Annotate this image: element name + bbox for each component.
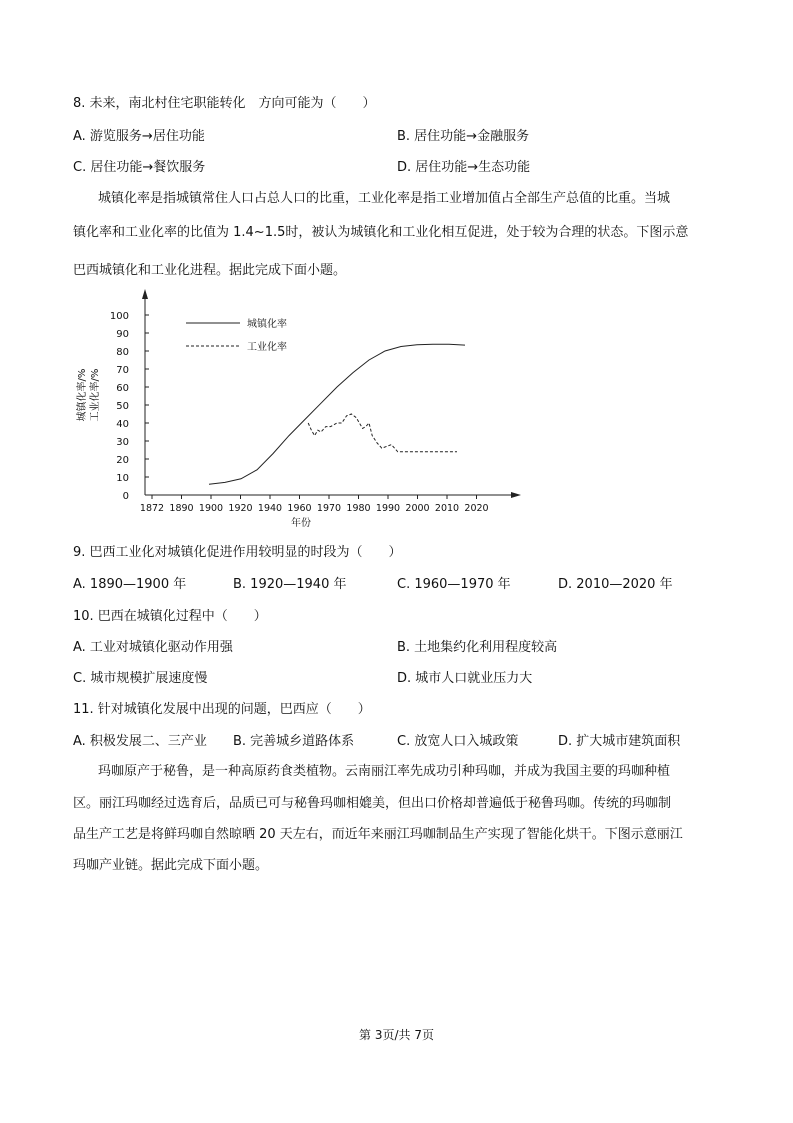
x-tick-label: 1900: [198, 503, 224, 514]
x-tick-label: 1872: [139, 503, 165, 514]
q10-option-c: C. 城市规模扩展速度慢: [73, 671, 208, 686]
passage1-line3: 巴西城镇化和工业化进程。据此完成下面小题。: [73, 263, 347, 278]
q11-option-a: A. 积极发展二、三产业: [73, 734, 207, 749]
y-tick-label: 50: [116, 401, 129, 412]
y-tick-label: 100: [109, 311, 129, 322]
x-tick-label: 1920: [228, 503, 253, 514]
passage1-line2: 镇化率和工业化率的比值为 1.4~1.5时，被认为城镇化和工业化相互促进，处于较为合理的状态。下图示意: [73, 225, 689, 240]
q10-option-a: A. 工业对城镇化驱动作用强: [73, 640, 233, 655]
q9-option-a: A. 1890—1900 年: [73, 577, 187, 592]
industrialization-rate-line: [308, 414, 457, 452]
passage2-line4: 玛咖产业链。据此完成下面小题。: [73, 858, 269, 873]
q11-option-b: B. 完善城乡道路体系: [233, 734, 355, 749]
legend-label-industrialization: 工业化率: [247, 342, 287, 353]
y-tick-label: 70: [116, 365, 129, 376]
x-axis-arrow: [511, 492, 521, 498]
y-tick-label: 60: [116, 383, 129, 394]
x-tick-label: 1960: [287, 503, 312, 514]
x-tick-label: 2010: [434, 503, 460, 514]
q8-option-c: C. 居住功能→餐饮服务: [73, 160, 206, 175]
urbanization-rate-line: [209, 344, 465, 484]
q9-stem: 9. 巴西工业化对城镇化促进作用较明显的时段为（ ）: [73, 545, 402, 560]
q10-stem: 10. 巴西在城镇化过程中（ ）: [73, 609, 267, 624]
q10-option-d: D. 城市人口就业压力大: [397, 671, 533, 686]
y-axis-arrow: [142, 289, 148, 299]
q10-option-b: B. 土地集约化利用程度较高: [397, 640, 558, 655]
y-tick-label: 0: [122, 491, 129, 502]
q9-option-b: B. 1920—1940 年: [233, 577, 347, 592]
page-footer: 第 3页/共 7页: [359, 1028, 434, 1042]
chart-axes: [142, 289, 521, 498]
q11-stem: 11. 针对城镇化发展中出现的问题，巴西应（ ）: [73, 702, 371, 717]
passage1-line1: 城镇化率是指城镇常住人口占总人口的比重，工业化率是指工业增加值占全部生产总值的比重。当城: [98, 191, 671, 206]
q8-stem: 8. 未来，南北村住宅职能转化 方向可能为（ ）: [73, 96, 376, 111]
x-tick-label: 2020: [464, 503, 489, 514]
passage2-line1: 玛咖原产于秘鲁，是一种高原药食类植物。云南丽江率先成功引种玛咖，并成为我国主要的玛咖种植: [98, 764, 671, 779]
y-tick-label: 40: [116, 419, 129, 430]
q11-option-d: D. 扩大城市建筑面积: [558, 734, 681, 749]
x-tick-label: 1980: [346, 503, 371, 514]
y-tick-label: 80: [116, 347, 129, 358]
y-tick-label: 90: [116, 329, 129, 340]
x-tick-label: 2000: [405, 503, 430, 514]
x-tick-label: 1990: [375, 503, 401, 514]
y-axis-label-line2: 工业化率/%: [90, 368, 101, 422]
x-tick-label: 1940: [257, 503, 283, 514]
passage2-line3: 品生产工艺是将鲜玛咖自然晾晒 20 天左右，而近年来丽江玛咖制品生产实现了智能化烘干。下图示意丽江: [73, 827, 683, 842]
y-axis-label-line1: 城镇化率/%: [77, 368, 88, 422]
y-axis-ticks: [110, 311, 149, 502]
y-tick-label: 20: [116, 455, 129, 466]
chart-series: [209, 344, 465, 484]
q9-option-c: C. 1960—1970 年: [397, 577, 511, 592]
x-tick-label: 1890: [169, 503, 194, 514]
y-tick-label: 10: [116, 473, 129, 484]
passage2-line2: 区。丽江玛咖经过选育后，品质已可与秘鲁玛咖相媲美，但出口价格却普遍低于秘鲁玛咖。传统的玛咖制: [73, 796, 672, 811]
x-tick-label: 1970: [316, 503, 342, 514]
q8-option-d: D. 居住功能→生态功能: [397, 160, 531, 175]
x-axis-ticks: [140, 495, 489, 514]
chart-legend: [186, 317, 287, 353]
x-axis-label: 年份: [291, 518, 311, 529]
q11-option-c: C. 放宽人口入城政策: [397, 734, 519, 749]
y-axis-label: [75, 369, 101, 422]
q8-option-a: A. 游览服务→居住功能: [73, 129, 205, 144]
y-tick-label: 30: [116, 437, 129, 448]
q8-option-b: B. 居住功能→金融服务: [397, 129, 530, 144]
q9-option-d: D. 2010—2020 年: [558, 577, 673, 592]
urbanization-industrialization-chart: [70, 288, 530, 533]
legend-label-urbanization: 城镇化率: [247, 319, 287, 330]
